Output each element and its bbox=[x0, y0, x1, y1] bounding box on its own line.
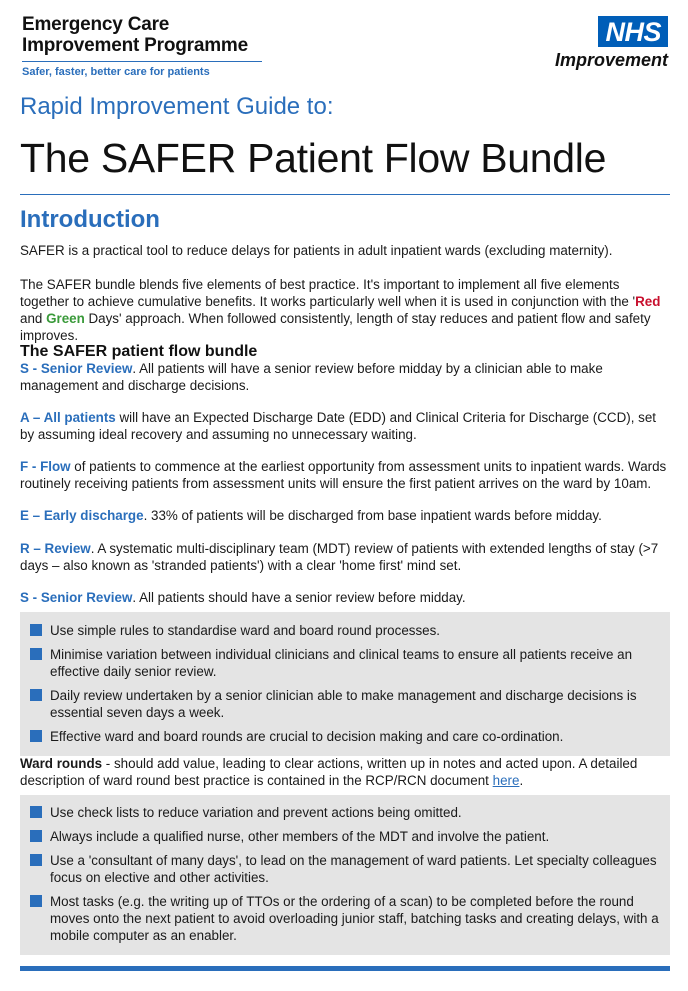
ward-rounds-text: - should add value, leading to clear actions, written up in notes and acted upon. A detailed description of ward round best practice is contained in the RCP/RCN document bbox=[20, 756, 638, 788]
list-item-text: Minimise variation between individual clinicians and clinical teams to ensure all patients receive an effective daily senior review. bbox=[50, 647, 633, 679]
bundle-item-lead: E – Early discharge bbox=[20, 508, 144, 523]
bullet-square-icon bbox=[30, 624, 42, 636]
intro-paragraph-2 bbox=[20, 276, 670, 344]
bundle-item-f bbox=[20, 458, 670, 492]
bundle-item-lead: R – Review bbox=[20, 541, 91, 556]
bullet-square-icon bbox=[30, 648, 42, 660]
bundle-item-e bbox=[20, 507, 670, 524]
intro-p2-text-b: Days' approach. When followed consistently, length of stay reduces and patient flow and safety improves. bbox=[20, 311, 651, 343]
bullet-square-icon bbox=[30, 830, 42, 842]
list-item bbox=[20, 687, 670, 721]
list-item bbox=[20, 852, 670, 886]
org-name-line2: Improvement Programme bbox=[22, 35, 248, 56]
senior-review-panel bbox=[20, 612, 670, 756]
list-item-text: Most tasks (e.g. the writing up of TTOs or the ordering of a scan) to be completed before the round moves onto the next patient to avoid overloading junior staff, batching tasks and creating delays, with a mobile computer as an enabler. bbox=[50, 894, 659, 943]
nhs-logo bbox=[555, 16, 668, 71]
list-item bbox=[20, 728, 670, 745]
intro-heading: Introduction bbox=[20, 206, 160, 233]
nhs-logo-box: NHS bbox=[598, 16, 668, 47]
intro-paragraph-1: SAFER is a practical tool to reduce delays for patients in adult inpatient wards (excluding maternity). bbox=[20, 243, 613, 258]
org-header bbox=[22, 14, 262, 78]
green-label: Green bbox=[46, 311, 85, 326]
list-item bbox=[20, 622, 670, 639]
list-item-text: Use check lists to reduce variation and prevent actions being omitted. bbox=[50, 805, 462, 820]
ward-rounds-lead: Ward rounds bbox=[20, 756, 103, 771]
bundle-item-a bbox=[20, 409, 670, 443]
bullet-square-icon bbox=[30, 854, 42, 866]
list-item-text: Always include a qualified nurse, other members of the MDT and involve the patient. bbox=[50, 829, 550, 844]
ward-rounds-paragraph bbox=[20, 755, 670, 789]
intro-p2-text-a: The SAFER bundle blends five elements of best practice. It's important to implement all five elements together to achieve cumulative benefits. It works particularly well when it is used in conjunction with the ' bbox=[20, 277, 636, 309]
list-item bbox=[20, 804, 670, 821]
bullet-square-icon bbox=[30, 689, 42, 701]
org-tagline: Safer, faster, better care for patients bbox=[22, 66, 210, 78]
bullet-square-icon bbox=[30, 895, 42, 907]
bullet-square-icon bbox=[30, 730, 42, 742]
title-divider bbox=[20, 194, 670, 195]
senior-review-text: . All patients should have a senior review before midday. bbox=[132, 590, 466, 605]
page-title: The SAFER Patient Flow Bundle bbox=[20, 135, 607, 181]
list-item-text: Daily review undertaken by a senior clinician able to make management and discharge decisions is essential seven days a week. bbox=[50, 688, 637, 720]
intro-p2-and: and bbox=[20, 311, 47, 326]
senior-review-line bbox=[20, 589, 670, 606]
bullet-square-icon bbox=[30, 806, 42, 818]
list-item-text: Use a 'consultant of many days', to lead on the management of ward patients. Let specialty colleagues focus on elective and other activities. bbox=[50, 853, 657, 885]
bundle-item-text: . A systematic multi-disciplinary team (MDT) review of patients with extended lengths of stay (>7 days – also known as 'stranded patients') with a clear 'home first' mind set. bbox=[20, 541, 659, 573]
bundle-item-r bbox=[20, 540, 670, 574]
org-name-line1: Emergency Care bbox=[22, 14, 170, 35]
list-item-text: Use simple rules to standardise ward and board round processes. bbox=[50, 623, 441, 638]
ward-rounds-end: . bbox=[519, 773, 524, 788]
guide-label: Rapid Improvement Guide to: bbox=[20, 93, 334, 120]
rcp-rcn-document-link[interactable]: here bbox=[492, 773, 520, 788]
bundle-item-text: . 33% of patients will be discharged from base inpatient wards before midday. bbox=[143, 508, 602, 523]
bundle-item-text: of patients to commence at the earliest opportunity from assessment units to inpatient wards. Wards routinely receiving patients from assessment units will ensure the first patient arrives on the ward by 10am. bbox=[20, 459, 667, 491]
list-item bbox=[20, 646, 670, 680]
list-item bbox=[20, 828, 670, 845]
bundle-heading: The SAFER patient flow bundle bbox=[20, 343, 258, 360]
bundle-item-text: will have an Expected Discharge Date (EDD) and Clinical Criteria for Discharge (CCD), set by assuming ideal recovery and assuming no unnecessary waiting. bbox=[20, 410, 657, 442]
ward-rounds-panel bbox=[20, 795, 670, 955]
bundle-item-s bbox=[20, 360, 670, 394]
bundle-item-lead: A – All patients bbox=[20, 410, 116, 425]
bundle-item-lead: F - Flow bbox=[20, 459, 71, 474]
footer-divider bbox=[20, 966, 670, 971]
list-item-text: Effective ward and board rounds are crucial to decision making and care co-ordination. bbox=[50, 729, 564, 744]
bundle-item-text: . All patients will have a senior review before midday by a clinician able to make management and discharge decisions. bbox=[20, 361, 603, 393]
org-divider bbox=[22, 61, 262, 62]
bundle-item-lead: S - Senior Review bbox=[20, 361, 133, 376]
nhs-logo-subtitle: Improvement bbox=[554, 50, 668, 70]
red-label: Red bbox=[635, 294, 661, 309]
list-item bbox=[20, 893, 670, 944]
senior-review-lead: S - Senior Review bbox=[20, 590, 133, 605]
